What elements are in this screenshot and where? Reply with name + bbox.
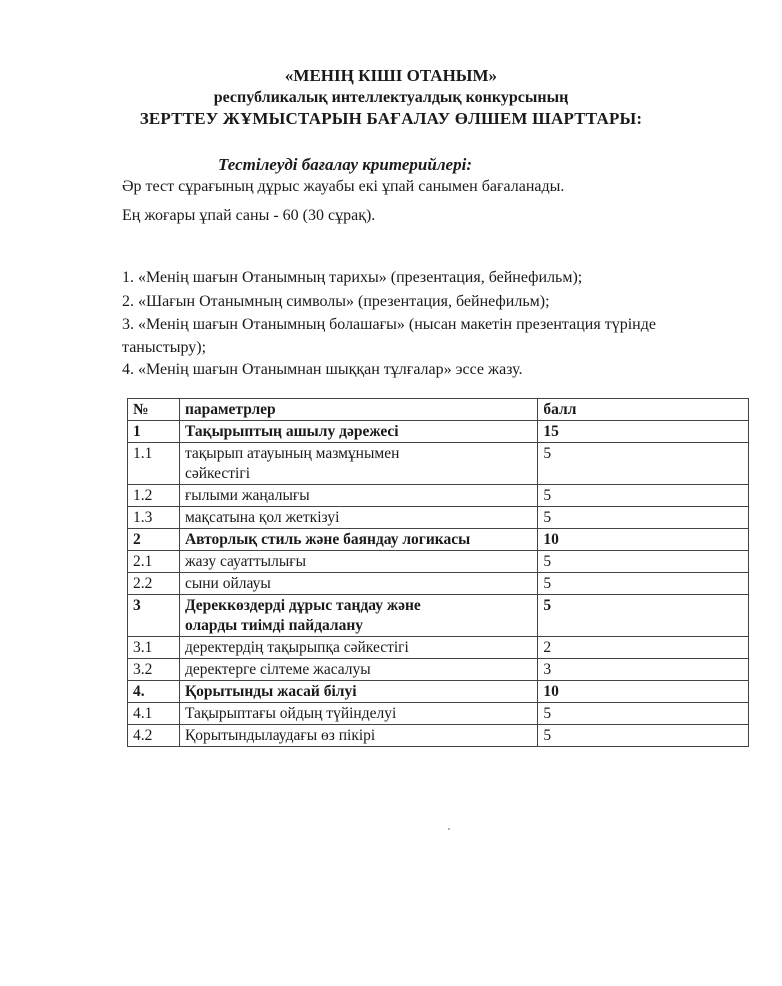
row-no: 3 xyxy=(128,595,180,637)
row-param: Қорытындылаудағы өз пікірі xyxy=(179,725,537,747)
row-score: 5 xyxy=(538,595,749,637)
document-title: «МЕНІҢ КІШІ ОТАНЫМ» xyxy=(284,66,498,85)
row-param: сыни ойлауы xyxy=(179,573,537,595)
table-row xyxy=(128,659,749,681)
header-score: балл xyxy=(538,399,749,421)
row-param: ғылыми жаңалығы xyxy=(179,485,537,507)
row-param xyxy=(179,443,537,485)
table-header-row xyxy=(128,399,749,421)
row-param: Қорытынды жасай білуі xyxy=(179,681,537,703)
row-score: 3 xyxy=(538,659,749,681)
row-score: 5 xyxy=(538,703,749,725)
list-item: 3. «Менің шағын Отанымның болашағы» (нысан макетін презентация түрінде xyxy=(122,316,656,333)
row-no: 4.2 xyxy=(128,725,180,747)
row-score: 5 xyxy=(538,485,749,507)
row-param: Авторлық стиль және баяндау логикасы xyxy=(179,529,537,551)
table-row xyxy=(128,681,749,703)
row-param: Тақырыптағы ойдың түйінделуі xyxy=(179,703,537,725)
row-param-line: Дереккөздерді дұрыс таңдау және xyxy=(184,597,421,614)
table-row xyxy=(128,529,749,551)
row-score: 5 xyxy=(538,725,749,747)
row-no: 1 xyxy=(128,421,180,443)
row-no: 2.2 xyxy=(128,573,180,595)
row-no: 1.1 xyxy=(128,443,180,485)
header-param: параметрлер xyxy=(179,399,537,421)
row-param: жазу сауаттылығы xyxy=(179,551,537,573)
row-param-line: сәйкестігі xyxy=(184,465,251,482)
table-row xyxy=(128,595,749,637)
row-score: 10 xyxy=(538,681,749,703)
row-param: деректерге сілтеме жасалуы xyxy=(179,659,537,681)
row-param: мақсатына қол жеткізуі xyxy=(179,507,537,529)
row-no: 2 xyxy=(128,529,180,551)
scoring-table xyxy=(127,398,749,747)
row-no: 2.1 xyxy=(128,551,180,573)
table-row xyxy=(128,421,749,443)
table-row xyxy=(128,443,749,485)
row-score: 5 xyxy=(538,443,749,485)
list-item: 2. «Шағын Отанымның символы» (презентация, бейнефильм); xyxy=(122,293,550,310)
table-row xyxy=(128,573,749,595)
table-row xyxy=(128,725,749,747)
table-row xyxy=(128,551,749,573)
row-score: 5 xyxy=(538,551,749,573)
header-no: № xyxy=(128,399,180,421)
row-score: 5 xyxy=(538,573,749,595)
table-row xyxy=(128,485,749,507)
list-item: 4. «Менің шағын Отанымнан шыққан тұлғалар» эссе жазу. xyxy=(122,361,523,378)
table-row xyxy=(128,703,749,725)
row-no: 1.3 xyxy=(128,507,180,529)
row-score: 5 xyxy=(538,507,749,529)
table-row xyxy=(128,507,749,529)
row-param-line: тақырып атауының мазмұнымен xyxy=(184,445,400,462)
row-param xyxy=(179,595,537,637)
criteria-line: Ең жоғары ұпай саны - 60 (30 сұрақ). xyxy=(122,207,376,224)
criteria-title: Тестілеуді бағалау критерийлері: xyxy=(218,155,472,174)
criteria-line: Әр тест сұрағының дұрыс жауабы екі ұпай санымен бағаланады. xyxy=(122,178,565,195)
row-param: деректердің тақырыпқа сәйкестігі xyxy=(179,637,537,659)
row-no: 4.1 xyxy=(128,703,180,725)
row-score: 2 xyxy=(538,637,749,659)
scan-speck xyxy=(448,828,450,830)
row-no: 3.2 xyxy=(128,659,180,681)
row-score: 10 xyxy=(538,529,749,551)
row-param-line: оларды тиімді пайдалану xyxy=(184,617,364,634)
row-score: 15 xyxy=(538,421,749,443)
list-item: 1. «Менің шағын Отанымның тарихы» (презентация, бейнефильм); xyxy=(122,269,583,286)
row-no: 1.2 xyxy=(128,485,180,507)
document-heading: ЗЕРТТЕУ ЖҰМЫСТАРЫН БАҒАЛАУ ӨЛШЕМ ШАРТТАРЫ: xyxy=(139,109,643,128)
list-item-continuation: таныстыру); xyxy=(122,339,207,356)
table-row xyxy=(128,637,749,659)
row-param: Тақырыптың ашылу дәрежесі xyxy=(179,421,537,443)
row-no: 3.1 xyxy=(128,637,180,659)
document-subtitle: республикалық интеллектуалдық конкурсының xyxy=(213,89,569,106)
row-no: 4. xyxy=(128,681,180,703)
